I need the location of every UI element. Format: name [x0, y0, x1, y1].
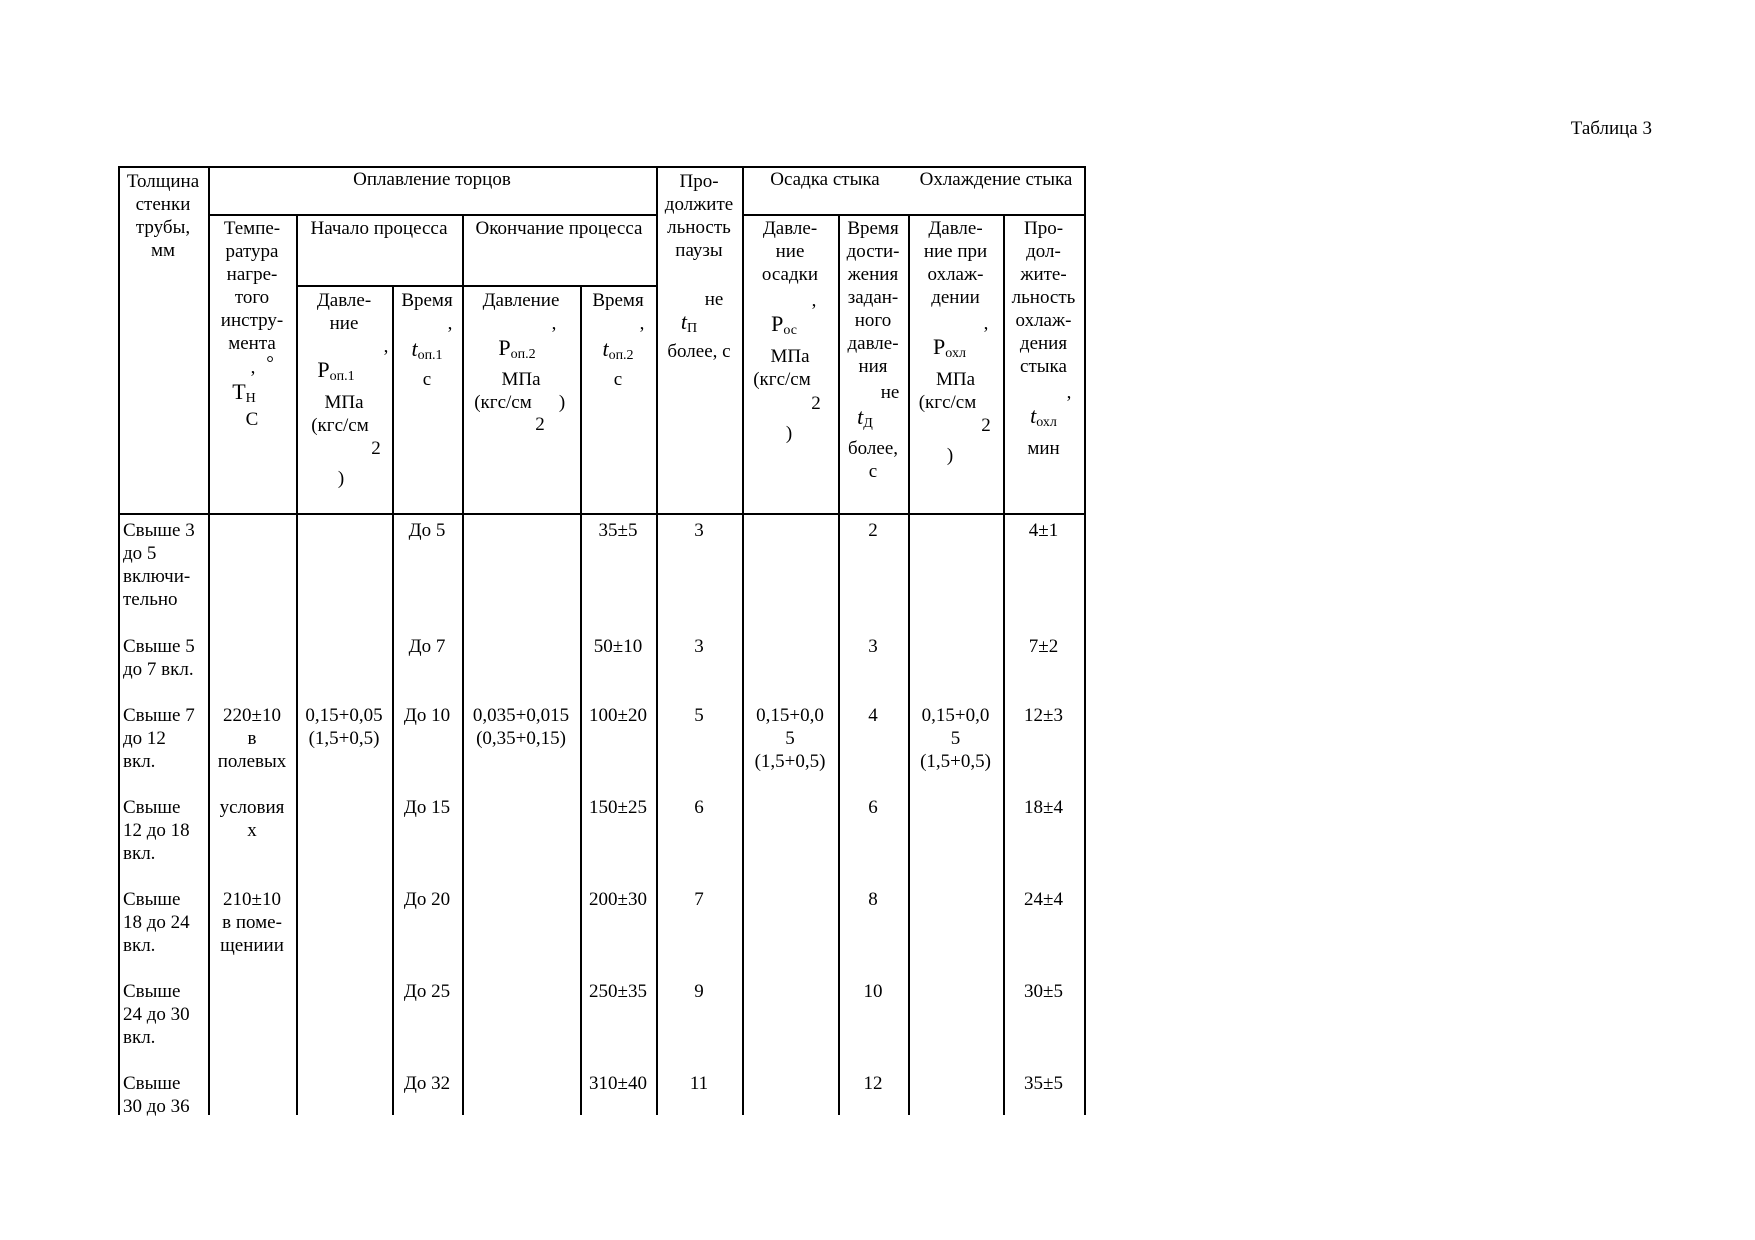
- header-p-cooling: (кгс/см: [918, 392, 977, 413]
- table-rule: [118, 513, 1084, 515]
- header-p1: ние: [329, 313, 359, 334]
- row-thickness: Свыше: [123, 1073, 181, 1094]
- merged-temperature-room: в поме-: [222, 912, 282, 933]
- header-thickness: трубы,: [135, 217, 191, 238]
- row-thickness: до 7 вкл.: [123, 659, 194, 680]
- header-thickness: мм: [150, 240, 176, 261]
- row-thickness: вкл.: [123, 935, 156, 956]
- header-p-upset: ние: [775, 241, 805, 262]
- row-time-end: 35±5: [598, 520, 638, 541]
- row-time-reach: 6: [868, 797, 878, 818]
- header-p-upset: ): [785, 423, 793, 444]
- header-temperature: мента: [228, 333, 276, 354]
- row-time-start: До 15: [403, 797, 451, 818]
- merged-pressure-cooling: (1,5+0,5): [920, 751, 991, 772]
- table-rule: [208, 214, 656, 216]
- header-p1: ): [337, 468, 345, 489]
- header-t-reach: более,: [847, 438, 898, 459]
- header-t1: ,: [447, 313, 453, 334]
- header-t1: Время: [401, 290, 453, 311]
- header-temperature: инстру-: [220, 310, 284, 331]
- table-rule: [1084, 166, 1086, 628]
- header-p1: (кгс/см: [311, 415, 369, 436]
- merged-temperature-field: в: [247, 728, 257, 749]
- header-p-upset: Давле-: [762, 218, 818, 239]
- header-p-upset: МПа: [770, 346, 810, 367]
- header-t-reach: жения: [847, 264, 899, 285]
- header-p2: 2: [535, 414, 545, 435]
- header-temperature: $Т_Н$: [232, 379, 256, 406]
- row-thickness: до 12: [123, 728, 166, 749]
- header-p2: $Р_{оп.2}$: [498, 335, 536, 362]
- row-time-cooling: 12±3: [1024, 705, 1063, 726]
- header-p-cooling: ): [946, 445, 954, 466]
- merged-pressure-cooling: 5: [950, 728, 961, 749]
- header-pause: Про-: [679, 171, 719, 192]
- header-pause: $t_П$: [680, 309, 698, 336]
- row-time-cooling: 24±4: [1024, 889, 1063, 910]
- header-t1: $t_{оп.1}$: [411, 336, 443, 363]
- header-t2: ,: [639, 313, 645, 334]
- header-thickness: стенки: [135, 194, 191, 215]
- header-p2: МПа: [501, 369, 541, 390]
- header-p1: Давле-: [316, 290, 372, 311]
- table-rule: [118, 166, 120, 1115]
- header-p1: $Р_{оп.1}$: [317, 357, 355, 384]
- row-thickness: Свыше 5: [123, 636, 195, 657]
- header-t-reach: давле-: [847, 333, 899, 354]
- row-time-start: До 10: [403, 705, 451, 726]
- header-p2: ): [558, 392, 566, 413]
- row-time-start: До 25: [403, 981, 451, 1002]
- header-t-cooling: $t_{охл}$: [1030, 403, 1057, 430]
- row-thickness: тельно: [123, 589, 178, 610]
- row-time-start: До 32: [403, 1073, 451, 1094]
- row-time-reach: 10: [863, 981, 883, 1002]
- header-p-upset: (кгс/см: [753, 369, 811, 390]
- header-pause: не: [704, 289, 724, 310]
- merged-temperature-field: 220±10: [223, 705, 281, 726]
- header-temperature: того: [234, 287, 270, 308]
- header-thickness: Толщина: [126, 171, 200, 192]
- merged-pressure-upset: 0,15+0,0: [756, 705, 824, 726]
- table-rule: [296, 214, 298, 1115]
- header-p-cooling: охлаж-: [927, 264, 984, 285]
- merged-temperature-room: 210±10: [223, 889, 281, 910]
- header-pause: паузы: [675, 240, 723, 261]
- row-time-end: 200±30: [589, 889, 647, 910]
- header-p1: ,: [383, 336, 389, 357]
- row-thickness: вкл.: [123, 1027, 156, 1048]
- header-p2: ,: [551, 313, 557, 334]
- header-t-reach: ного: [854, 310, 892, 331]
- row-thickness: 12 до 18: [123, 820, 190, 841]
- row-time-cooling: 35±5: [1024, 1073, 1063, 1094]
- header-p-cooling: ние при: [923, 241, 988, 262]
- header-p-cooling: $Р_{охл}$: [933, 334, 966, 361]
- row-thickness: вкл.: [123, 843, 156, 864]
- row-pause: 3: [694, 636, 704, 657]
- header-p-cooling: 2: [981, 415, 991, 436]
- table-rule: [742, 214, 1084, 216]
- header-t-cooling: дения: [1019, 333, 1068, 354]
- table-rule: [296, 285, 656, 287]
- merged-temperature-room: щениии: [220, 935, 284, 956]
- row-time-cooling: 7±2: [1028, 636, 1059, 657]
- header-temperature: Темпе-: [223, 218, 281, 239]
- header-p2: Давление: [482, 290, 560, 311]
- header-t-cooling: льность: [1011, 287, 1076, 308]
- header-group-upset: Осадка стыка: [770, 169, 880, 190]
- table-rule: [742, 166, 744, 1115]
- row-thickness: 30 до 36: [123, 1096, 190, 1117]
- header-t-cooling: Про-: [1023, 218, 1064, 239]
- row-pause: 5: [694, 705, 704, 726]
- header-t-cooling: стыка: [1020, 356, 1067, 377]
- header-pause: более, с: [667, 341, 731, 362]
- merged-temperature-field: полевых: [217, 751, 287, 772]
- header-t-cooling: дол-: [1026, 241, 1061, 262]
- row-thickness: 18 до 24: [123, 912, 190, 933]
- row-time-end: 250±35: [589, 981, 647, 1002]
- header-t2: с: [613, 369, 623, 390]
- header-t-cooling: мин: [1027, 438, 1060, 459]
- header-p-cooling: ,: [983, 313, 989, 334]
- row-thickness: Свыше 7: [123, 705, 195, 726]
- row-time-cooling: 18±4: [1024, 797, 1063, 818]
- row-pause: 6: [694, 797, 704, 818]
- row-time-end: 310±40: [589, 1073, 647, 1094]
- row-time-end: 100±20: [589, 705, 647, 726]
- header-t-reach: не: [880, 382, 900, 403]
- header-t-reach: $t_Д$: [857, 404, 873, 431]
- row-pause: 7: [694, 889, 704, 910]
- row-time-end: 50±10: [593, 636, 643, 657]
- row-pause: 3: [694, 520, 704, 541]
- header-pause: льность: [667, 217, 731, 238]
- header-t-reach: ния: [858, 356, 888, 377]
- row-thickness: включи-: [123, 566, 191, 587]
- header-p-upset: $Р_{ос}$: [771, 311, 797, 338]
- header-p1: МПа: [324, 392, 364, 413]
- row-time-start: До 7: [408, 636, 446, 657]
- row-pause: 9: [694, 981, 704, 1002]
- merged-temperature-field: х: [247, 820, 257, 841]
- header-p-cooling: Давле-: [928, 218, 983, 239]
- row-thickness: Свыше 3: [123, 520, 195, 541]
- row-time-end: 150±25: [589, 797, 647, 818]
- row-time-start: До 20: [403, 889, 451, 910]
- header-temperature: ,: [250, 357, 256, 378]
- row-time-reach: 3: [868, 636, 878, 657]
- header-t2: $t_{оп.2}$: [602, 336, 634, 363]
- header-temperature: нагре-: [226, 264, 278, 285]
- header-group-end: Окончание процесса: [475, 218, 643, 239]
- header-t-reach: с: [868, 461, 878, 482]
- header-p-cooling: МПа: [935, 369, 976, 390]
- merged-pressure-cooling: 0,15+0,0: [921, 705, 990, 726]
- header-group-start: Начало процесса: [310, 218, 448, 239]
- header-temperature: ратура: [225, 241, 279, 262]
- header-t-cooling: ,: [1066, 382, 1072, 403]
- merged-pressure-start: 0,15+0,05: [305, 705, 383, 726]
- header-p-upset: 2: [811, 393, 821, 414]
- merged-pressure-end: 0,035+0,015: [472, 705, 570, 726]
- row-thickness: 24 до 30: [123, 1004, 190, 1025]
- row-time-reach: 2: [868, 520, 878, 541]
- row-thickness: до 5: [123, 543, 157, 564]
- header-p-upset: ,: [811, 290, 817, 311]
- table-rule: [1084, 628, 1086, 1115]
- header-t-reach: дости-: [846, 241, 900, 262]
- merged-pressure-start: (1,5+0,5): [308, 728, 380, 749]
- row-time-cooling: 30±5: [1024, 981, 1063, 1002]
- header-p2: (кгс/см: [474, 392, 532, 413]
- merged-pressure-upset: 5: [785, 728, 795, 749]
- header-t-cooling: жите-: [1020, 264, 1067, 285]
- merged-pressure-upset: (1,5+0,5): [754, 751, 826, 772]
- merged-temperature-field: условия: [219, 797, 285, 818]
- header-p-upset: осадки: [761, 264, 819, 285]
- header-pause: должите: [664, 194, 734, 215]
- header-group-melting: Оплавление торцов: [353, 169, 511, 190]
- header-p1: 2: [371, 438, 381, 459]
- header-t-cooling: охлаж-: [1015, 310, 1072, 331]
- row-time-reach: 12: [863, 1073, 883, 1094]
- row-thickness: вкл.: [123, 751, 156, 772]
- row-time-reach: 8: [868, 889, 878, 910]
- row-time-reach: 4: [868, 705, 878, 726]
- row-thickness: Свыше: [123, 981, 181, 1002]
- header-p-cooling: дении: [931, 287, 980, 308]
- row-time-cooling: 4±1: [1028, 520, 1059, 541]
- header-temperature: С: [245, 409, 259, 430]
- header-group-cooling: Охлаждение стыка: [919, 169, 1073, 190]
- row-pause: 11: [689, 1073, 709, 1094]
- header-t-reach: задан-: [847, 287, 899, 308]
- header-t1: с: [422, 369, 432, 390]
- header-temperature: °: [266, 353, 274, 374]
- row-thickness: Свыше: [123, 889, 181, 910]
- table-caption: Таблица 3: [1570, 118, 1652, 139]
- header-t2: Время: [592, 290, 644, 311]
- header-t-reach: Время: [847, 218, 899, 239]
- row-thickness: Свыше: [123, 797, 181, 818]
- merged-pressure-end: (0,35+0,15): [476, 728, 566, 749]
- row-time-start: До 5: [408, 520, 446, 541]
